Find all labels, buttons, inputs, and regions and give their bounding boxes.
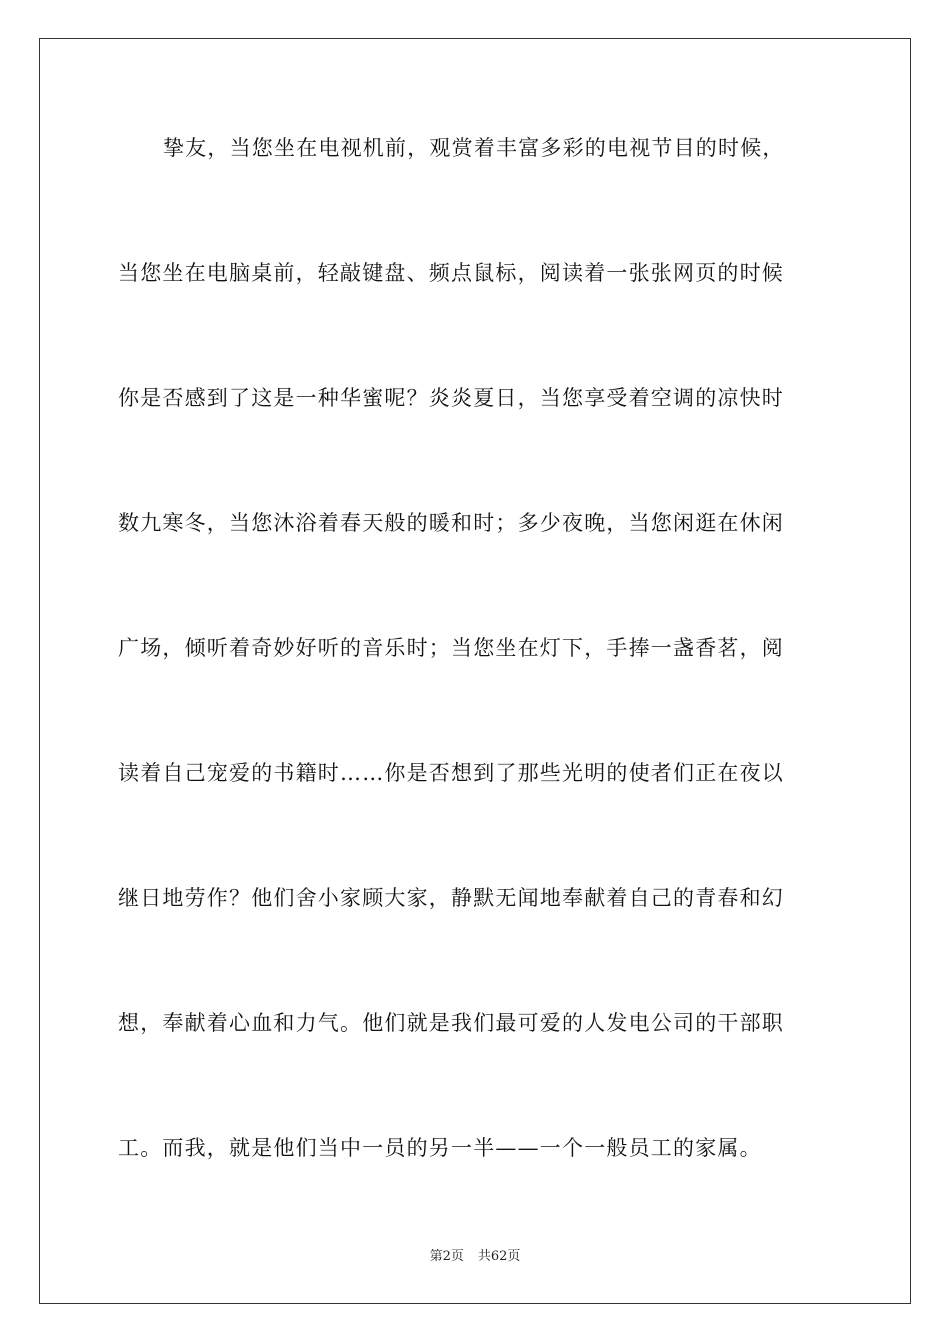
current-page-label: 第2页 xyxy=(429,1249,464,1264)
page-border xyxy=(39,38,911,1304)
paragraph-line: 挚友，当您坐在电视机前，观赏着丰富多彩的电视节目的时候， xyxy=(163,136,785,160)
paragraph-line: 你是否感到了这是一种华蜜呢？炎炎夏日，当您享受着空调的凉快时 xyxy=(118,386,784,410)
paragraph-line: 想，奉献着心血和力气。他们就是我们最可爱的人发电公司的干部职 xyxy=(118,1011,784,1035)
paragraph-line: 当您坐在电脑桌前，轻敲键盘、频点鼠标，阅读着一张张网页的时候 xyxy=(118,261,784,285)
paragraph-line: 数九寒冬，当您沐浴着春天般的暖和时；多少夜晚，当您闲逛在休闲 xyxy=(118,511,784,535)
paragraph-line: 读着自己宠爱的书籍时……你是否想到了那些光明的使者们正在夜以 xyxy=(118,761,784,785)
page-footer xyxy=(0,1248,950,1266)
paragraph-line: 继日地劳作？他们舍小家顾大家，静默无闻地奉献着自己的青春和幻 xyxy=(118,886,784,910)
paragraph-line: 广场，倾听着奇妙好听的音乐时；当您坐在灯下，手捧一盏香茗，阅 xyxy=(118,636,784,660)
total-pages-label: 共62页 xyxy=(477,1249,521,1264)
paragraph-line: 工。而我，就是他们当中一员的另一半——一个一般员工的家属。 xyxy=(118,1136,762,1160)
